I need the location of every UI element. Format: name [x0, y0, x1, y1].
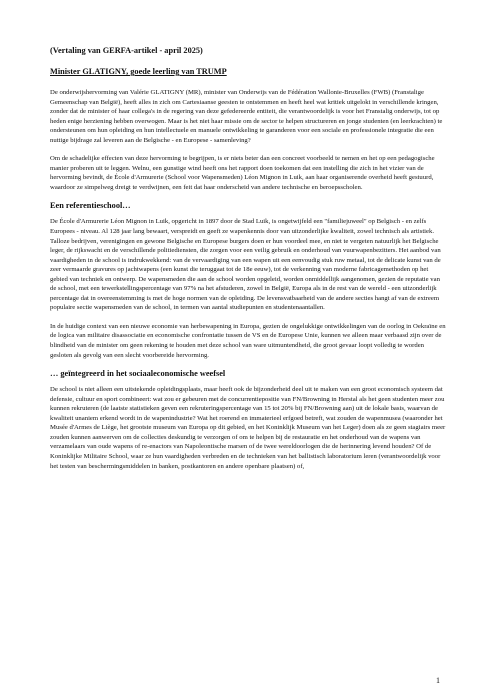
body-paragraph: De École d'Armurerie Léon Mignon in Luik, opgericht in 1897 door de Stad Luik, is ongetwijfeld een "familiejuweel" op Belgisch - en zelfs Europees - niveau. Al 128 jaar lang bewaart, verspreidt en geeft ze wapenkennis door van uitzonderlijke kwaliteit, zowel technisch als artistiek. Talloze bedrijven, verenigingen en gewone Belgische en Europese burgers doen er hun voordeel mee, en niet te vergeten natuurlijk het Belgische leger, de rijkswacht en de verschillende politiediensten, die zorgen voor een veilig gebruik en onderhoud van vuurwapenbezitters. Het aanbod van vaardigheden in de school is indrukwekkend: van de vervaardiging van een wapen uit een eenvoudig stuk ruw metaal, tot de delicate kunst van de zeer vermaarde gravures op jachtwapens (een kunst die teruggaat tot de 18e eeuw), tot de verkenning van moderne fabricagemethoden op het gebied van techniek en ontwerp. De wapensmeden die aan de school worden opgeleid, worden onmiddellijk aangenomen, gezien de reputatie van de school, met een tewerkstellingspercentage van 97% na het afstuderen, zowel in België, Europa als in de rest van de wereld - een uitzonderlijk percentage dat in overeenstemming is met de hoge normen van de opleiding. De levensvatbaarheid van de andere secties hangt af van de extreem populaire sectie wapensmeden van de school, in termen van aantal studiepunten en studentenaantallen.: [50, 218, 441, 312]
article-headline: Minister GLATIGNY, goede leerling van TRUMP: [50, 67, 227, 76]
section-heading: Een referentieschool…: [50, 201, 131, 211]
body-paragraph: De school is niet alleen een uitstekende opleidingsplaats, maar heeft ook de bijzonderheid deel uit te maken van een groot economisch systeem dat defensie, cultuur en sport combineert: wat zou er gebeuren met de concurrentiepositie van FN/Browning in Herstal als het geen studenten meer zou kunnen rekruteren (de laatste statistieken geven een rekruteringspercentage van 15 tot 20% bij FN/Browning aan) uit de lokale basis, waarvan de kwaliteit unaniem erkend wordt in de wapenindustrie? Wat het roerend en immaterieel erfgoed betreft, wat zouden de wapenmusea (waaronder het Musée d'Armes de Liège, het grootste museum van Europa op dit gebied, en het Koninklijk Museum van het Leger) doen als ze geen stagiairs meer zouden kunnen aanwerven om de collecties deskundig te verzorgen of om te helpen bij de restauratie en het onderhoud van de wapens van verzamelaars van oude wapens of re-enactors van Napoleontische marsen of de twee wereldoorlogen die de herinnering levend houden? Of de Koninklijke Militaire School, waar ze hun vaardigheden verbreden en de technieken van het ballistisch laboratorium leren (verantwoordelijk voor het testen van beschermingsmiddelen in banken, postkantoren en andere openbare plaatsen) of,: [50, 386, 446, 470]
document-page: [50, 46, 446, 480]
body-paragraph: De onderwijshervorming van Valérie GLATIGNY (MR), minister van Onderwijs van de Fédération Wallonie-Bruxelles (FWB) (Franstalige Gemeenschap van België), heeft alles in zich om Cartesiaanse geesten te ontstemmen en heeft heel wat kritiek uitgelokt in verschillende kringen, zonder dat de minister of haar collega's in de regering van deze gefedereerde entiteit, die verantwoordelijk is voor het Franstalig onderwijs, tot op heden enige herziening hebben overwogen. Maar is het niet haar missie om de sector te helpen structureren en jonge studenten (en leerkrachten) te ondersteunen om hun opleiding en hun intellectuele en manuele ontwikkeling te garanderen voor een sociale en professionele integratie die een nuttige bijdrage zal leveren aan de Belgische - en Europese - samenleving?: [50, 89, 443, 144]
body-paragraph: In de huidige context van een nieuwe economie van herbewapening in Europa, gezien de ongelukkige ontwikkelingen van de oorlog in Oekraïne en de logica van militaire disassociatie en economische confrontatie tussen de VS en de Europese Unie, kunnen we alleen maar verbaasd zijn over de blindheid van de minister om geen rekening te houden met deze school van ware uitmuntendheid, die groot gevaar loopt volledig te worden gesloten als gevolg van een slecht voorbereide hervorming.: [50, 322, 446, 359]
page-number: 1: [436, 676, 440, 685]
body-paragraph: Om de schadelijke effecten van deze hervorming te begrijpen, is er niets beter dan een concreet voorbeeld te nemen en het op een pedagogische manier proberen uit te leggen. Welnu, een gunstige wind heeft ons het rapport doen toekomen dat een instelling die zich in het vizier van de hervorming bevindt, de École d'Armurerie (School voor Wapensmeden) Léon Mignon in Luik, aan haar organiserende overheid heeft gestuurd, waardoor ze simpelweg dreigt te verdwijnen, een feit dat haar onderscheid van andere technische en beroepsscholen.: [50, 155, 435, 191]
section-heading: … geïntegreerd in het sociaaleconomische weefsel: [50, 369, 226, 379]
translation-note: (Vertaling van GERFA-artikel - april 2025): [50, 46, 203, 55]
